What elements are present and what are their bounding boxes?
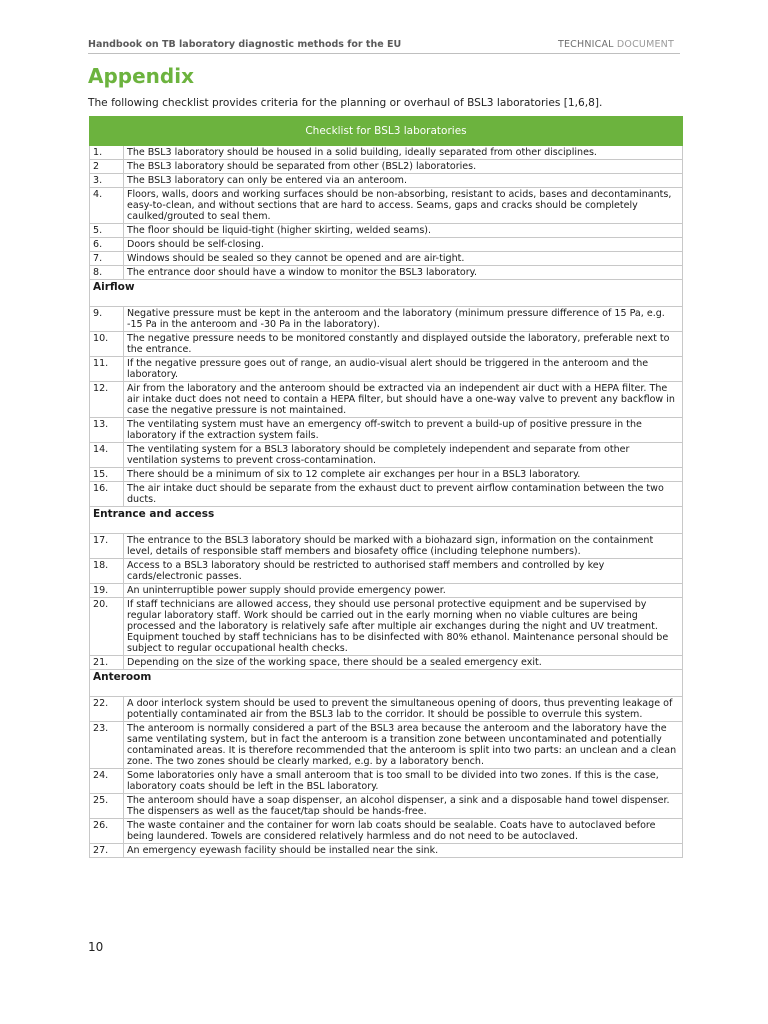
section-heading: Airflow [90,280,683,307]
item-text: There should be a minimum of six to 12 complete air exchanges per hour in a BSL3 laboratory. [124,468,683,482]
item-number: 20. [90,598,124,656]
checklist-row [90,174,683,188]
intro-paragraph: The following checklist provides criteria for the planning or overhaul of BSL3 laboratories [1,6,8]. [88,97,603,109]
item-number: 1. [90,146,124,160]
item-number: 22. [90,697,124,722]
checklist-table [89,116,683,858]
item-number: 2 [90,160,124,174]
item-text: The air intake duct should be separate from the exhaust duct to prevent airflow contamination between the two ducts. [124,482,683,507]
checklist-row [90,224,683,238]
item-number: 24. [90,769,124,794]
checklist-row [90,656,683,670]
section-header-row [90,507,683,534]
item-number: 11. [90,357,124,382]
item-text: A door interlock system should be used to prevent the simultaneous opening of doors, thus preventing leakage of potentially contaminated air from the BSL3 lab to the corridor. It should be possible to overrule this system. [124,697,683,722]
document-type [558,39,674,50]
checklist-row [90,722,683,769]
checklist-row [90,468,683,482]
item-number: 19. [90,584,124,598]
checklist-row [90,697,683,722]
item-text: The ventilating system must have an emergency off-switch to prevent a build-up of positive pressure in the laboratory if the extraction system fails. [124,418,683,443]
item-number: 23. [90,722,124,769]
checklist-row [90,794,683,819]
item-number: 8. [90,266,124,280]
checklist-row [90,844,683,858]
item-text: The floor should be liquid-tight (higher skirting, welded seams). [124,224,683,238]
item-number: 16. [90,482,124,507]
item-text: The BSL3 laboratory can only be entered via an anteroom. [124,174,683,188]
checklist-row [90,598,683,656]
item-number: 12. [90,382,124,418]
item-number: 3. [90,174,124,188]
checklist-row [90,160,683,174]
checklist-row [90,332,683,357]
checklist-row [90,146,683,160]
item-text: If the negative pressure goes out of range, an audio-visual alert should be triggered in the anteroom and the laboratory. [124,357,683,382]
item-number: 15. [90,468,124,482]
document-type-rest: DOCUMENT [616,39,674,50]
item-text: Depending on the size of the working space, there should be a sealed emergency exit. [124,656,683,670]
item-text: An emergency eyewash facility should be installed near the sink. [124,844,683,858]
page-title: Appendix [88,64,194,88]
checklist-row [90,382,683,418]
section-heading: Entrance and access [90,507,683,534]
item-number: 21. [90,656,124,670]
checklist-row [90,307,683,332]
running-header [88,39,680,54]
checklist-row [90,819,683,844]
item-number: 9. [90,307,124,332]
item-text: Doors should be self-closing. [124,238,683,252]
checklist-row [90,559,683,584]
item-text: Negative pressure must be kept in the anteroom and the laboratory (minimum pressure difference of 15 Pa, e.g. -15 Pa in the anteroom and -30 Pa in the laboratory). [124,307,683,332]
item-text: Air from the laboratory and the anteroom should be extracted via an independent air duct with a HEPA filter. The air intake duct does not need to contain a HEPA filter, but should have a one-way valve to prevent any backflow in case the negative pressure is not maintained. [124,382,683,418]
item-text: The entrance door should have a window to monitor the BSL3 laboratory. [124,266,683,280]
item-text: Floors, walls, doors and working surfaces should be non-absorbing, resistant to acids, bases and decontaminants, easy-to-clean, and without sections that are hard to access. Seams, gaps and cracks should be completely caulked/grouted to seal them. [124,188,683,224]
item-text: Windows should be sealed so they cannot be opened and are air-tight. [124,252,683,266]
item-number: 5. [90,224,124,238]
item-number: 26. [90,819,124,844]
document-type-strong: TECHNICAL [557,39,614,50]
table-title: Checklist for BSL3 laboratories [90,117,683,146]
item-text: The anteroom is normally considered a part of the BSL3 area because the anteroom and the laboratory have the same ventilating system, but in fact the anteroom is a transition zone between uncontaminated and potentially contaminated areas. It is therefore recommended that the anteroom is split into two parts: an unclean and a clean zone. The two zones should be clearly marked, e.g. by a laboratory bench. [124,722,683,769]
checklist-row [90,584,683,598]
checklist-row [90,188,683,224]
item-number: 10. [90,332,124,357]
item-text: An uninterruptible power supply should provide emergency power. [124,584,683,598]
item-number: 17. [90,534,124,559]
item-text: Access to a BSL3 laboratory should be restricted to authorised staff members and controlled by key cards/electronic passes. [124,559,683,584]
checklist-row [90,357,683,382]
item-text: If staff technicians are allowed access, they should use personal protective equipment and be supervised by regular laboratory staff. Work should be carried out in the early morning when no viable cultures are being processed and the laboratory is relatively safe after multiple air exchanges during the night and UV treatment. Equipment touched by staff technicians has to be disinfected with 80% ethanol. Maintenance personal should be subject to regular occupational health checks. [124,598,683,656]
item-number: 13. [90,418,124,443]
checklist-row [90,534,683,559]
item-number: 27. [90,844,124,858]
item-text: The BSL3 laboratory should be separated from other (BSL2) laboratories. [124,160,683,174]
section-header-row [90,280,683,307]
item-number: 18. [90,559,124,584]
item-text: The ventilating system for a BSL3 laboratory should be completely independent and separate from other ventilation systems to prevent cross-contamination. [124,443,683,468]
item-text: The entrance to the BSL3 laboratory should be marked with a biohazard sign, information on the containment level, details of responsible staff members and biosafety office (including telephone numbers). [124,534,683,559]
checklist-row [90,252,683,266]
checklist-row [90,769,683,794]
item-text: The waste container and the container for worn lab coats should be sealable. Coats have to autoclaved before being laundered. Towels are considered relatively harmless and do not need to be autoclaved. [124,819,683,844]
item-text: The anteroom should have a soap dispenser, an alcohol dispenser, a sink and a disposable hand towel dispenser. The dispensers as well as the faucet/tap should be hands-free. [124,794,683,819]
item-number: 25. [90,794,124,819]
item-text: The BSL3 laboratory should be housed in a solid building, ideally separated from other disciplines. [124,146,683,160]
document-title: Handbook on TB laboratory diagnostic methods for the EU [88,39,402,50]
item-number: 4. [90,188,124,224]
checklist-row [90,266,683,280]
item-text: The negative pressure needs to be monitored constantly and displayed outside the laboratory, preferable next to the entrance. [124,332,683,357]
checklist-body [90,146,683,858]
section-header-row [90,670,683,697]
checklist-row [90,238,683,252]
item-number: 7. [90,252,124,266]
item-number: 6. [90,238,124,252]
item-text: Some laboratories only have a small anteroom that is too small to be divided into two zones. If this is the case, laboratory coats should be left in the BSL laboratory. [124,769,683,794]
checklist-row [90,418,683,443]
page-number: 10 [88,940,104,954]
section-heading: Anteroom [90,670,683,697]
checklist-row [90,482,683,507]
item-number: 14. [90,443,124,468]
checklist-row [90,443,683,468]
